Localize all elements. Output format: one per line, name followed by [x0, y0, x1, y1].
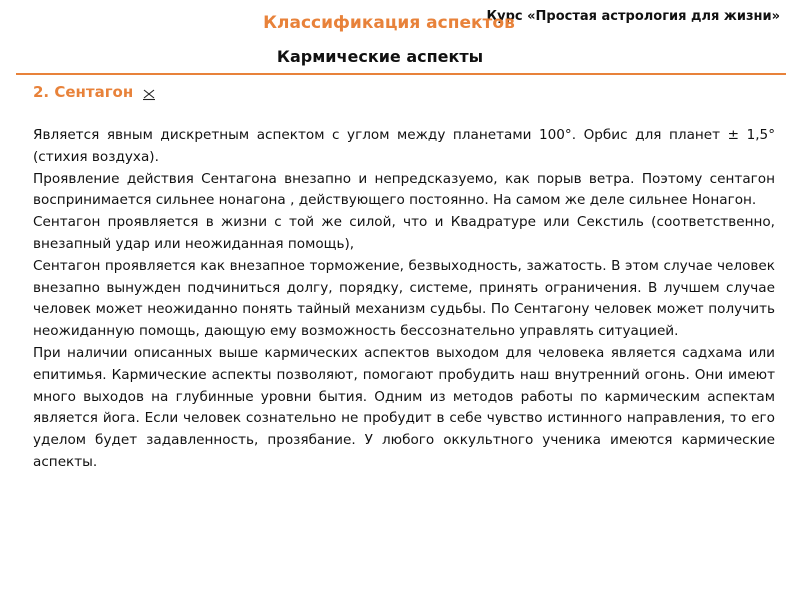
paragraph-manifestation: Проявление действия Сентагона внезапно и непредсказуемо, как порыв ветра. Поэтому сентагон воспринимается сильнее нонагона , действующего постоянно. На самом же деле сильнее Нонагон. [33, 170, 775, 209]
septagon-aspect-icon [142, 87, 156, 101]
body-text [33, 125, 775, 474]
course-label: Курс «Простая астрология для жизни» [486, 9, 780, 24]
paragraph-strength: Сентагон проявляется в жизни с той же силой, что и Квадратуре или Секстиль (соответственно, внезапный удар или неожиданная помощь), [33, 214, 775, 252]
page-title: Классификация аспектов [263, 13, 515, 33]
header-divider [16, 73, 786, 75]
paragraph-karmic-exit: При наличии описанных выше кармических аспектов выходом для человека является садхама или епитимья. Кармические аспекты позволяют, помогают пробудить наш внутренний огонь. Они имеют много выходов на глубинные уровни бытия. Одним из методов работы по кармическим аспектам является йога. Если человек сознательно не пробудит в себе чувство истинного направления, то его уделом будет задавленность, прозябание. У любого оккультного ученика имеются кармические аспекты. [33, 344, 775, 470]
page-subtitle: Кармические аспекты [276, 47, 484, 66]
section-heading-label: 2. Сентагон [33, 83, 134, 101]
paragraph-effects: Сентагон проявляется как внезапное торможение, безвыходность, зажатость. В этом случае человек внезапно вынужден подчиниться долгу, порядку, системе, принять ограничения. В лучшем случае человек может неожиданно понять тайный механизм судьбы. По Сентагону человек может получить неожиданную помощь, дающую ему возможность бессознательно управлять ситуацией. [33, 257, 775, 340]
paragraph-definition: Является явным дискретным аспектом с углом между планетами 100°. Орбис для планет ± 1,5° (стихия воздуха). [33, 127, 775, 165]
section-heading [33, 83, 156, 101]
